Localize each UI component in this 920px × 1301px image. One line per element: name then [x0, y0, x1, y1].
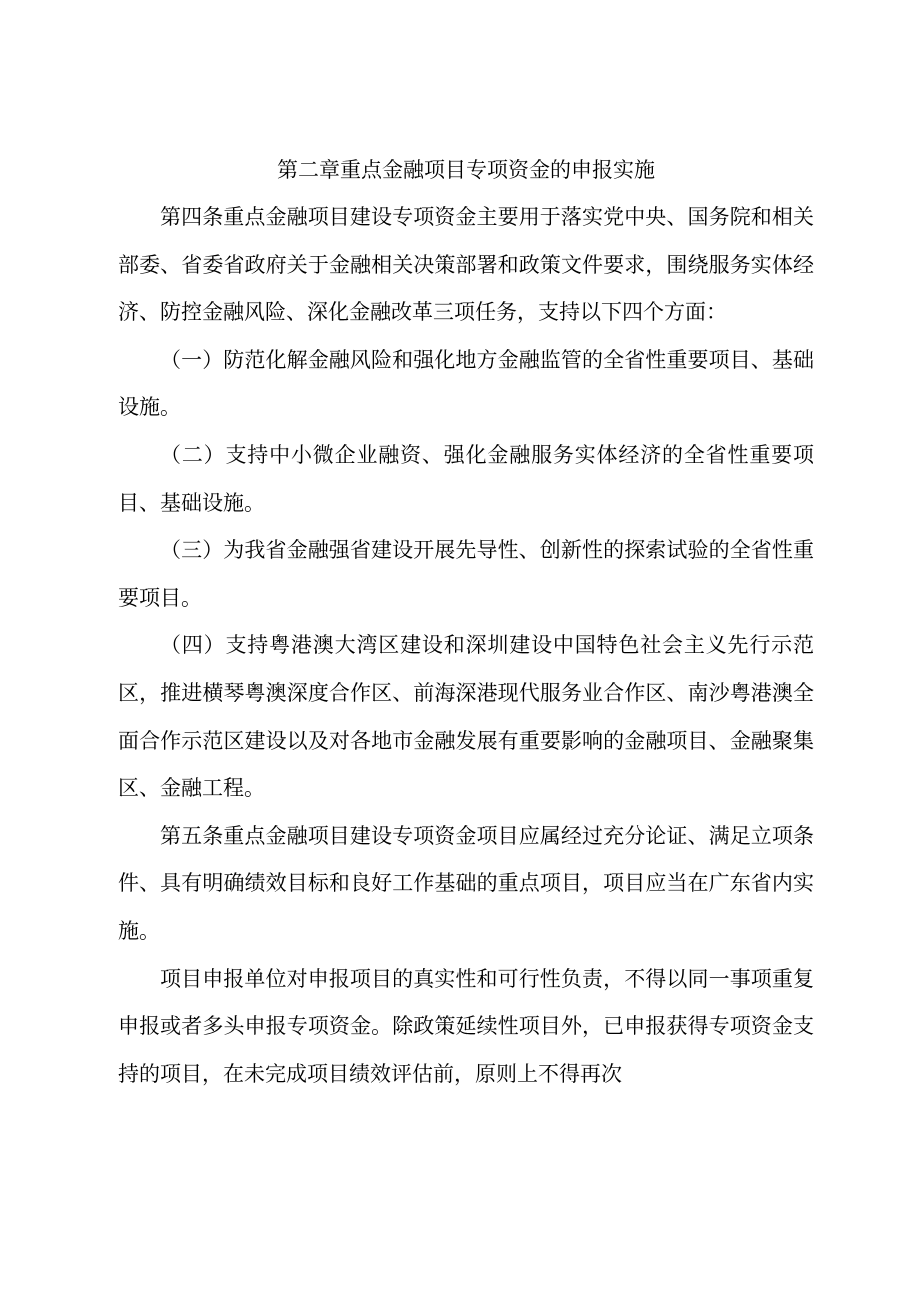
paragraph-applicant-responsibility: 项目申报单位对申报项目的真实性和可行性负责，不得以同一事项重复申报或者多头申报专项资金。除政策延续性项目外，已申报获得专项资金支持的项目，在未完成项目绩效评估前，原则上不得再次 [118, 966, 814, 1086]
paragraph-item-4: （四）支持粤港澳大湾区建设和深圳建设中国特色社会主义先行示范区，推进横琴粤澳深度合作区、前海深港现代服务业合作区、南沙粤港澳全面合作示范区建设以及对各地市金融发展有重要影响的金融项目、金融聚集区、金融工程。 [118, 633, 814, 801]
chapter-title: 第二章重点金融项目专项资金的申报实施 [277, 158, 655, 182]
paragraph-item-3: （三）为我省金融强省建设开展先导性、创新性的探索试验的全省性重要项目。 [118, 538, 814, 610]
paragraph-article-4: 第四条重点金融项目建设专项资金主要用于落实党中央、国务院和相关部委、省委省政府关于金融相关决策部署和政策文件要求，围绕服务实体经济、防控金融风险、深化金融改革三项任务，支持以下四个方面： [118, 205, 814, 325]
document-page [118, 150, 814, 1098]
paragraph-article-5: 第五条重点金融项目建设专项资金项目应属经过充分论证、满足立项条件、具有明确绩效目标和良好工作基础的重点项目，项目应当在广东省内实施。 [118, 823, 814, 943]
paragraph-item-1: （一）防范化解金融风险和强化地方金融监管的全省性重要项目、基础设施。 [118, 347, 814, 420]
paragraph-item-2: （二）支持中小微企业融资、强化金融服务实体经济的全省性重要项目、基础设施。 [118, 442, 814, 515]
